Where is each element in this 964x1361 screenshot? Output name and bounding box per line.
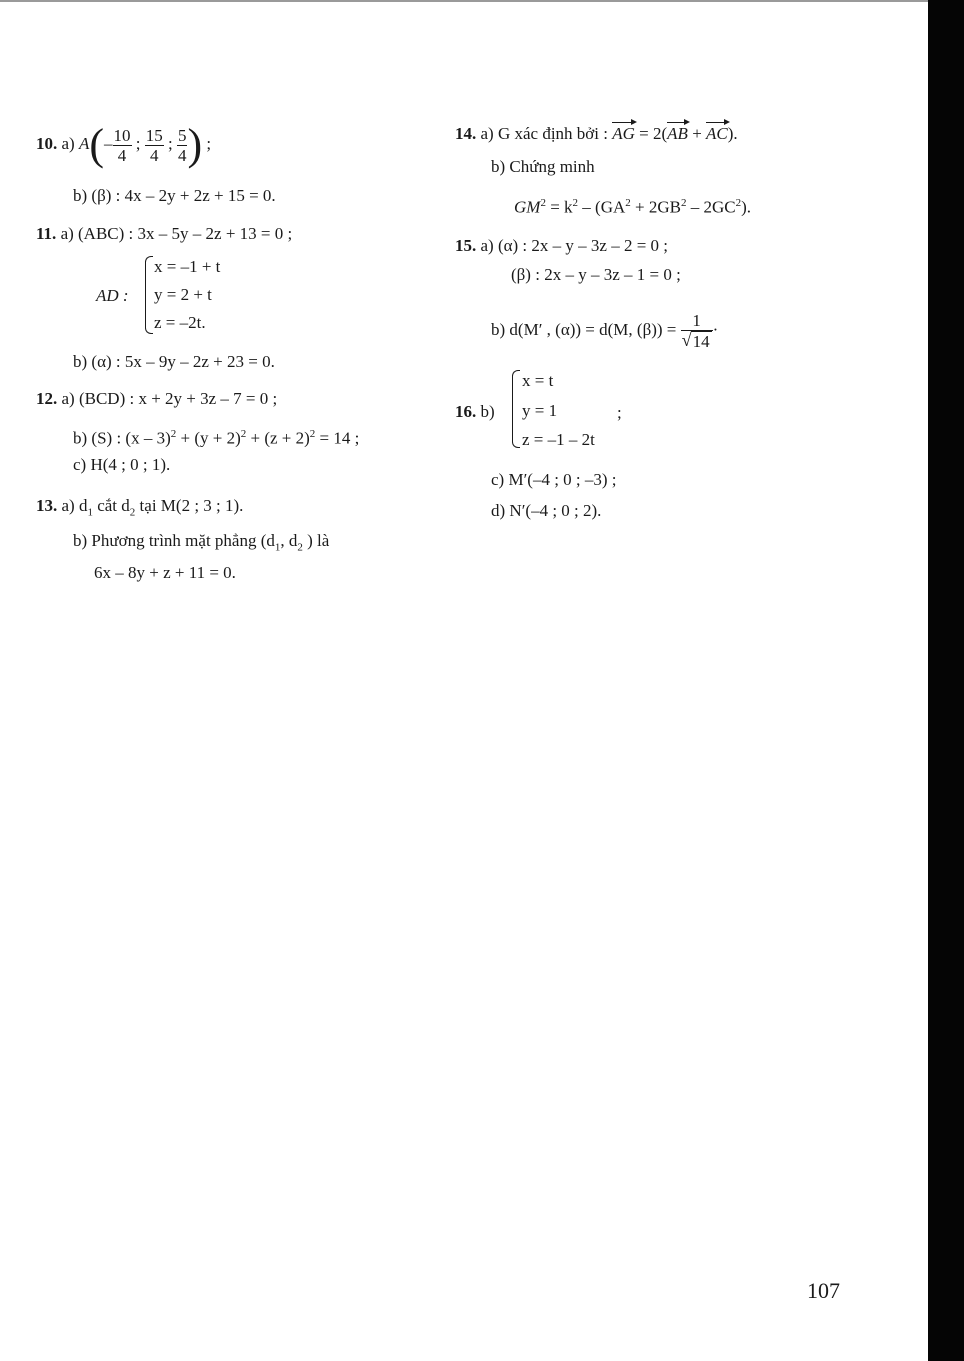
answer-13a: 13. a) $d_1$ cắt $d_2$ tại M(2 ; 3 ; 1). [36, 496, 244, 519]
answer-14b-equation: $GM^2 = k^2 - (GA^2 + 2GB^2 - 2GC^2)$. [514, 197, 752, 217]
system-brace [512, 370, 520, 448]
answer-16c: c) M′(–4 ; 0 ; –3) ; [491, 470, 617, 489]
left-paren: ( [89, 120, 105, 169]
ad-label: AD : [96, 286, 129, 305]
answer-16b-semicolon: ; [617, 403, 622, 422]
answer-16d: d) N′(–4 ; 0 ; 2). [491, 501, 602, 520]
answer-15b: b) d(M′ , (α)) = d(M, (β)) = 1 √ 14 · [491, 311, 719, 351]
answer-13b-equation: 6x – 8y + z + 11 = 0. [94, 563, 236, 582]
answer-12c: c) H(4 ; 0 ; 1). [73, 455, 171, 474]
vector-ag: AG [612, 124, 635, 143]
right-paren: ) [187, 120, 203, 169]
answer-11a: 11. a) (ABC) : 3x – 5y – 2z + 13 = 0 ; [36, 224, 293, 243]
answer-14b: b) Chứng minh [491, 157, 595, 176]
answer-16b-y: y = 1 [522, 401, 558, 420]
ad-eq-x: x = –1 + t [154, 257, 221, 276]
answer-13b: b) Phương trình mặt phẳng ($d_1$, $d_2$ ) là [73, 531, 330, 554]
system-brace [145, 256, 153, 334]
answer-16b-x: x = t [522, 371, 554, 390]
page-top-edge [0, 0, 928, 2]
answer-11b: b) (α) : 5x – 9y – 2z + 23 = 0. [73, 352, 275, 371]
answer-10b: b) (β) : 4x – 2y + 2z + 15 = 0. [73, 186, 276, 205]
scan-right-edge [928, 0, 964, 1361]
answer-14a: 14. a) G xác định bởi : AG = 2(AB + AC). [455, 124, 738, 143]
ad-eq-z: z = –2t. [154, 313, 206, 332]
vector-ab: AB [667, 124, 688, 143]
ad-eq-y: y = 2 + t [154, 285, 212, 304]
answer-16b: 16. b) [455, 402, 495, 421]
answer-16b-z: z = –1 – 2t [522, 430, 595, 449]
answer-12a: 12. a) (BCD) : x + 2y + 3z – 7 = 0 ; [36, 389, 278, 408]
answer-12b: b) (S) : $(x - 3)^2 + (y + 2)^2 + (z + 2)^2 = 14$ ; [73, 428, 360, 448]
fraction: $\frac{15}{4}$ [145, 125, 163, 165]
fraction: $\frac{10}{4}$ [113, 125, 131, 165]
fraction: $\frac{5}{4}$ [177, 125, 187, 165]
answer-15a-beta: (β) : 2x – y – 3z – 1 = 0 ; [511, 265, 681, 284]
page-number: 107 [807, 1278, 840, 1303]
fraction: 1 √ 14 [681, 311, 713, 351]
answer-number: 10. [36, 133, 58, 153]
vector-ac: AC [706, 124, 728, 143]
answer-10a: 10. a) A(– $\frac{10}{4}$ ; $\frac{15}{4}$ ; $\frac{5}{4}$ ) ; [36, 120, 212, 169]
answer-15a: 15. a) (α) : 2x – y – 3z – 2 = 0 ; [455, 236, 669, 255]
sqrt-symbol: √ 14 [681, 330, 710, 351]
